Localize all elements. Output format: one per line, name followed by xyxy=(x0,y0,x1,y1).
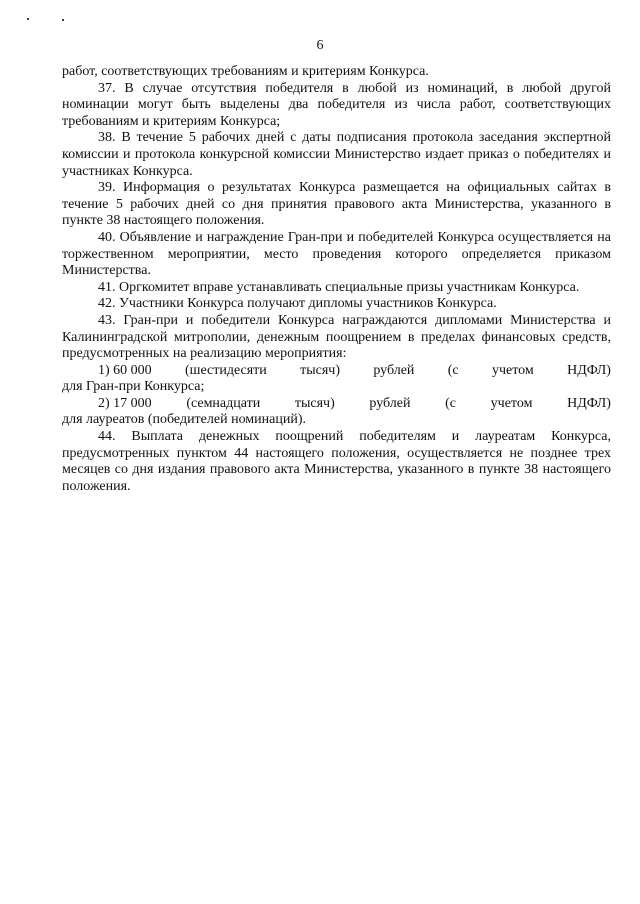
award-word: учетом xyxy=(490,395,533,411)
award-word: (с xyxy=(445,395,457,411)
award-recipient: для Гран-при Конкурса; xyxy=(62,379,205,395)
award-word: (семнадцати xyxy=(186,395,261,411)
award-word: рублей xyxy=(369,395,411,411)
award-row xyxy=(62,396,611,413)
paragraph-continuation: работ, соответствующих требованиям и критериям Конкурса. xyxy=(62,64,429,79)
award-word: тысяч) xyxy=(294,395,335,411)
award-word: учетом xyxy=(491,362,534,378)
award-row xyxy=(62,363,611,380)
scan-dot xyxy=(62,19,64,21)
award-word: тысяч) xyxy=(300,362,340,378)
award-item-1 xyxy=(62,363,611,396)
award-item-2 xyxy=(62,396,611,429)
paragraph-39: 39. Информация о результатах Конкурса размещается на официальных сайтах в течение 5 рабочих дней со дня принятия правового акта Министерства, указанного в пункте 38 настоящего положения. xyxy=(62,180,611,229)
award-word: НДФЛ) xyxy=(567,395,611,411)
award-word: НДФЛ) xyxy=(567,362,611,378)
paragraph-40: 40. Объявление и награждение Гран-при и победителей Конкурса осуществляется на торжественном мероприятии, место проведения которого определяется приказом Министерства. xyxy=(62,229,611,279)
award-word: (шестидесяти xyxy=(185,362,267,378)
award-word: рублей xyxy=(373,362,415,378)
page-number: 6 xyxy=(316,38,324,53)
paragraph-43: 43. Гран-при и победители Конкурса награждаются дипломами Министерства и Калининградской митрополии, денежным поощрением в пределах финансовых средств, предусмотренных на реализацию мероприятия: xyxy=(62,312,611,362)
scan-dot xyxy=(27,18,29,20)
paragraph-42: 42. Участники Конкурса получают дипломы участников Конкурса. xyxy=(98,296,497,312)
award-amount: 1) 60 000 xyxy=(98,362,152,378)
document-body xyxy=(62,64,611,495)
award-recipient: для лауреатов (победителей номинаций). xyxy=(62,412,307,428)
paragraph-41: 41. Оргкомитет вправе устанавливать специальные призы участникам Конкурса. xyxy=(98,279,580,295)
paragraph-44: 44. Выплата денежных поощрений победителям и лауреатам Конкурса, предусмотренных пунктом 44 настоящего положения, осуществляется не позднее трех месяцев со дня издания правового акта Министерства, указанного в пункте 38 настоящего положения. xyxy=(62,429,611,494)
paragraph-37: 37. В случае отсутствия победителя в любой из номинаций, в любой другой номинации могут быть выделены два победителя из числа работ, соответствующих требованиям и критериям Конкурса; xyxy=(62,80,611,129)
award-amount: 2) 17 000 xyxy=(98,395,152,411)
award-word: (с xyxy=(447,362,459,378)
paragraph-38: 38. В течение 5 рабочих дней с даты подписания протокола заседания экспертной комиссии и протокола конкурсной комиссии Министерство издает приказ о победителях и участниках Конкурса. xyxy=(62,130,611,179)
